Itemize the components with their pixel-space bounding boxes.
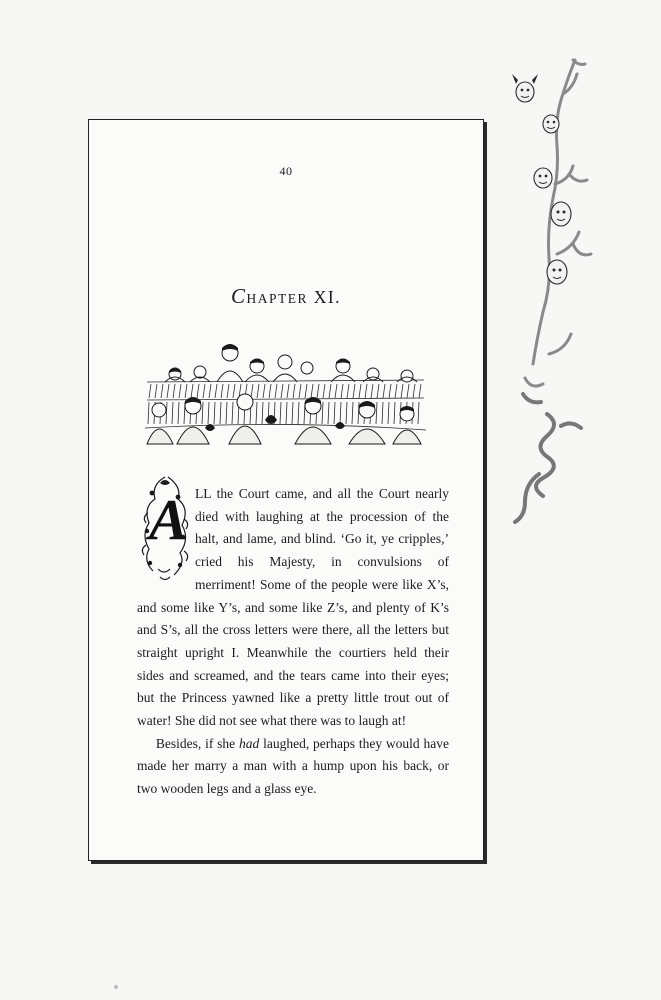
chapter-title-word: HAPTER — [246, 291, 308, 306]
chapter-title — [89, 284, 483, 309]
emphasis-had: had — [239, 735, 260, 751]
vine-with-faces-decoration — [503, 54, 613, 534]
drop-cap-letter: A — [149, 487, 188, 552]
paragraph-1-text: LL the Court came, and all the Court nearly died with laughing at the procession of the halt, and lame, and blind. ‘Go it, ye cripples,’ cried his Majesty, in convulsions of merriment! Some of the people were like X’s, and some like Y’s, and some like Z’s, and plenty of K’s and S’s, all the cross letters were there, all the letters but straight upright I. Meanwhile the courtiers held their sides and screamed, and the tears came into their eyes; but the Princess yawned like a pretty little trout out of water! She did not see what there was to laugh at! — [137, 486, 449, 729]
chapter-title-numeral: XI. — [313, 287, 342, 307]
paper-speck — [114, 985, 118, 989]
page-number: 40 — [279, 164, 293, 178]
body-text — [137, 483, 449, 801]
book-page — [88, 119, 484, 861]
chapter-title-initial: C — [230, 284, 247, 308]
courtiers-vignette — [145, 340, 426, 447]
paragraph-1 — [137, 483, 449, 733]
paragraph-2: Besides, if she had laughed, perhaps they would have made her marry a man with a hump upon his back, or two wooden legs and a glass eye. — [137, 735, 449, 797]
